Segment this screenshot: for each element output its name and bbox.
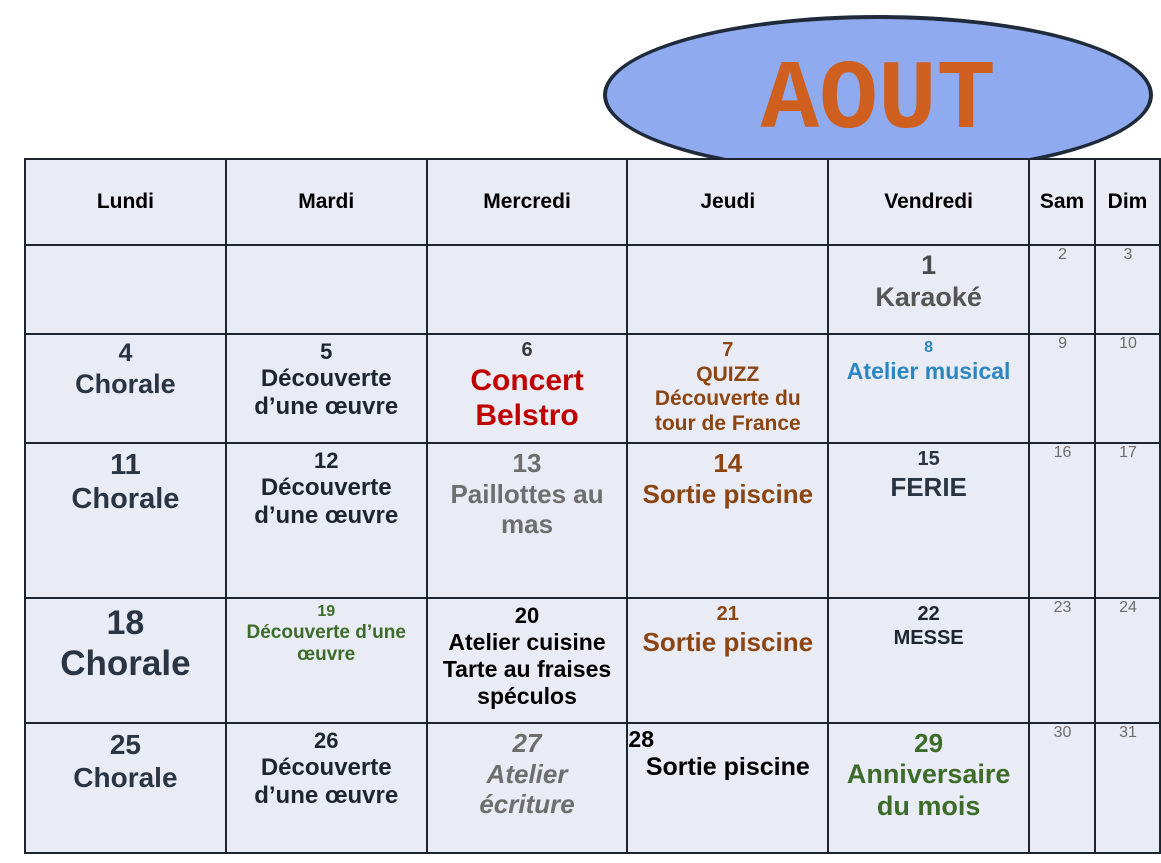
event-text: écriture bbox=[479, 789, 575, 820]
month-title-oval bbox=[603, 15, 1153, 175]
day-number: 18 bbox=[106, 604, 145, 642]
day-cell-empty bbox=[427, 245, 628, 334]
event-text: d’une œuvre bbox=[254, 502, 399, 530]
event-text: Chorale bbox=[73, 762, 178, 794]
event-text: Découverte bbox=[260, 753, 392, 781]
day-cell bbox=[25, 723, 226, 853]
day-cell-empty bbox=[627, 245, 828, 334]
day-number: 25 bbox=[109, 729, 141, 760]
day-number: 7 bbox=[722, 339, 734, 361]
weekend-cell bbox=[1095, 334, 1160, 443]
day-number: 13 bbox=[512, 448, 542, 478]
event-text: d’une œuvre bbox=[254, 393, 399, 421]
day-number: 19 bbox=[317, 603, 336, 620]
event-text: Chorale bbox=[71, 483, 180, 516]
week-row bbox=[25, 245, 1160, 334]
week-row bbox=[25, 334, 1160, 443]
event-text: spéculos bbox=[477, 683, 577, 710]
month-title: AOUT bbox=[760, 46, 996, 157]
weekend-cell bbox=[1095, 443, 1160, 598]
event-text: Sortie piscine bbox=[642, 478, 814, 509]
event-text: Atelier bbox=[486, 758, 568, 789]
day-number: 26 bbox=[313, 728, 339, 753]
header-dim: Dim bbox=[1095, 159, 1160, 245]
weekend-cell bbox=[1095, 723, 1160, 853]
event-text: œuvre bbox=[297, 644, 356, 666]
day-number: 22 bbox=[917, 603, 940, 625]
day-number: 9 bbox=[1058, 335, 1067, 352]
event-text: Découverte du bbox=[654, 387, 801, 411]
day-cell bbox=[25, 598, 226, 723]
event-text: Découverte bbox=[260, 364, 392, 392]
day-cell bbox=[226, 723, 427, 853]
day-cell bbox=[828, 334, 1029, 443]
day-number: 20 bbox=[514, 603, 540, 628]
day-number: 10 bbox=[1119, 335, 1137, 352]
day-cell bbox=[226, 598, 427, 723]
event-text: d’une œuvre bbox=[254, 782, 399, 810]
event-text: Tarte au fraises bbox=[442, 656, 612, 683]
day-cell bbox=[627, 443, 828, 598]
weekend-cell bbox=[1029, 334, 1095, 443]
event-text: FERIE bbox=[890, 471, 967, 502]
event-text: Découverte bbox=[260, 473, 392, 501]
day-cell bbox=[427, 598, 628, 723]
event-text: Chorale bbox=[75, 368, 176, 399]
day-cell bbox=[427, 334, 628, 443]
day-number: 1 bbox=[921, 250, 937, 280]
calendar-table bbox=[24, 158, 1161, 854]
weekend-cell bbox=[1029, 443, 1095, 598]
week-row bbox=[25, 723, 1160, 853]
day-number: 8 bbox=[924, 339, 934, 356]
day-cell bbox=[828, 245, 1029, 334]
header-mardi: Mardi bbox=[226, 159, 427, 245]
weekend-cell bbox=[1029, 723, 1095, 853]
day-number: 17 bbox=[1119, 444, 1137, 461]
day-number: 24 bbox=[1119, 599, 1137, 616]
day-number: 29 bbox=[914, 728, 944, 758]
event-text: Anniversaire bbox=[846, 758, 1011, 789]
event-text: tour de France bbox=[654, 412, 801, 436]
event-text: Sortie piscine bbox=[642, 626, 814, 657]
header-sam: Sam bbox=[1029, 159, 1095, 245]
day-cell bbox=[828, 443, 1029, 598]
day-number: 21 bbox=[716, 603, 739, 625]
event-text: QUIZZ bbox=[696, 362, 760, 386]
event-text: du mois bbox=[876, 790, 981, 821]
day-cell bbox=[427, 443, 628, 598]
day-number: 11 bbox=[110, 449, 141, 481]
day-cell bbox=[25, 443, 226, 598]
header-lundi: Lundi bbox=[25, 159, 226, 245]
week-row bbox=[25, 443, 1160, 598]
day-cell bbox=[627, 598, 828, 723]
event-text: Paillottes au bbox=[450, 478, 604, 509]
day-number: 16 bbox=[1053, 444, 1072, 461]
day-cell bbox=[627, 334, 828, 443]
day-cell-empty bbox=[226, 245, 427, 334]
day-number: 14 bbox=[713, 448, 743, 478]
event-text: Découverte d’une bbox=[246, 621, 406, 643]
day-number: 30 bbox=[1053, 724, 1072, 741]
weekend-cell bbox=[1029, 245, 1095, 334]
day-cell bbox=[25, 334, 226, 443]
header-jeudi: Jeudi bbox=[627, 159, 828, 245]
day-number: 12 bbox=[313, 448, 339, 473]
event-text: MESSE bbox=[893, 626, 964, 649]
header-vendredi: Vendredi bbox=[828, 159, 1029, 245]
event-text: Atelier cuisine bbox=[448, 628, 606, 655]
day-number: 31 bbox=[1119, 724, 1137, 741]
event-text: Belstro bbox=[475, 398, 579, 432]
day-number: 6 bbox=[521, 339, 533, 361]
day-number: 28 bbox=[628, 726, 654, 752]
weekend-cell bbox=[1095, 598, 1160, 723]
day-cell bbox=[828, 598, 1029, 723]
day-number: 2 bbox=[1058, 246, 1067, 263]
week-row bbox=[25, 598, 1160, 723]
event-text: Karaoké bbox=[875, 281, 982, 312]
day-number: 5 bbox=[320, 339, 333, 364]
day-number: 27 bbox=[512, 728, 542, 758]
day-number: 15 bbox=[917, 448, 940, 470]
weekend-cell bbox=[1095, 245, 1160, 334]
day-number: 3 bbox=[1123, 246, 1133, 263]
day-cell bbox=[226, 334, 427, 443]
day-number: 4 bbox=[118, 339, 133, 367]
event-text: mas bbox=[500, 509, 554, 540]
event-text: Sortie piscine bbox=[645, 753, 810, 782]
day-cell bbox=[828, 723, 1029, 853]
day-cell-empty bbox=[25, 245, 226, 334]
day-cell bbox=[427, 723, 628, 853]
event-text: Chorale bbox=[60, 644, 191, 684]
header-row bbox=[25, 159, 1160, 245]
event-text: Concert bbox=[470, 363, 584, 397]
day-cell bbox=[627, 723, 828, 853]
event-text: Atelier musical bbox=[846, 357, 1011, 384]
weekend-cell bbox=[1029, 598, 1095, 723]
day-cell bbox=[226, 443, 427, 598]
header-mercredi: Mercredi bbox=[427, 159, 628, 245]
day-number: 23 bbox=[1053, 599, 1072, 616]
